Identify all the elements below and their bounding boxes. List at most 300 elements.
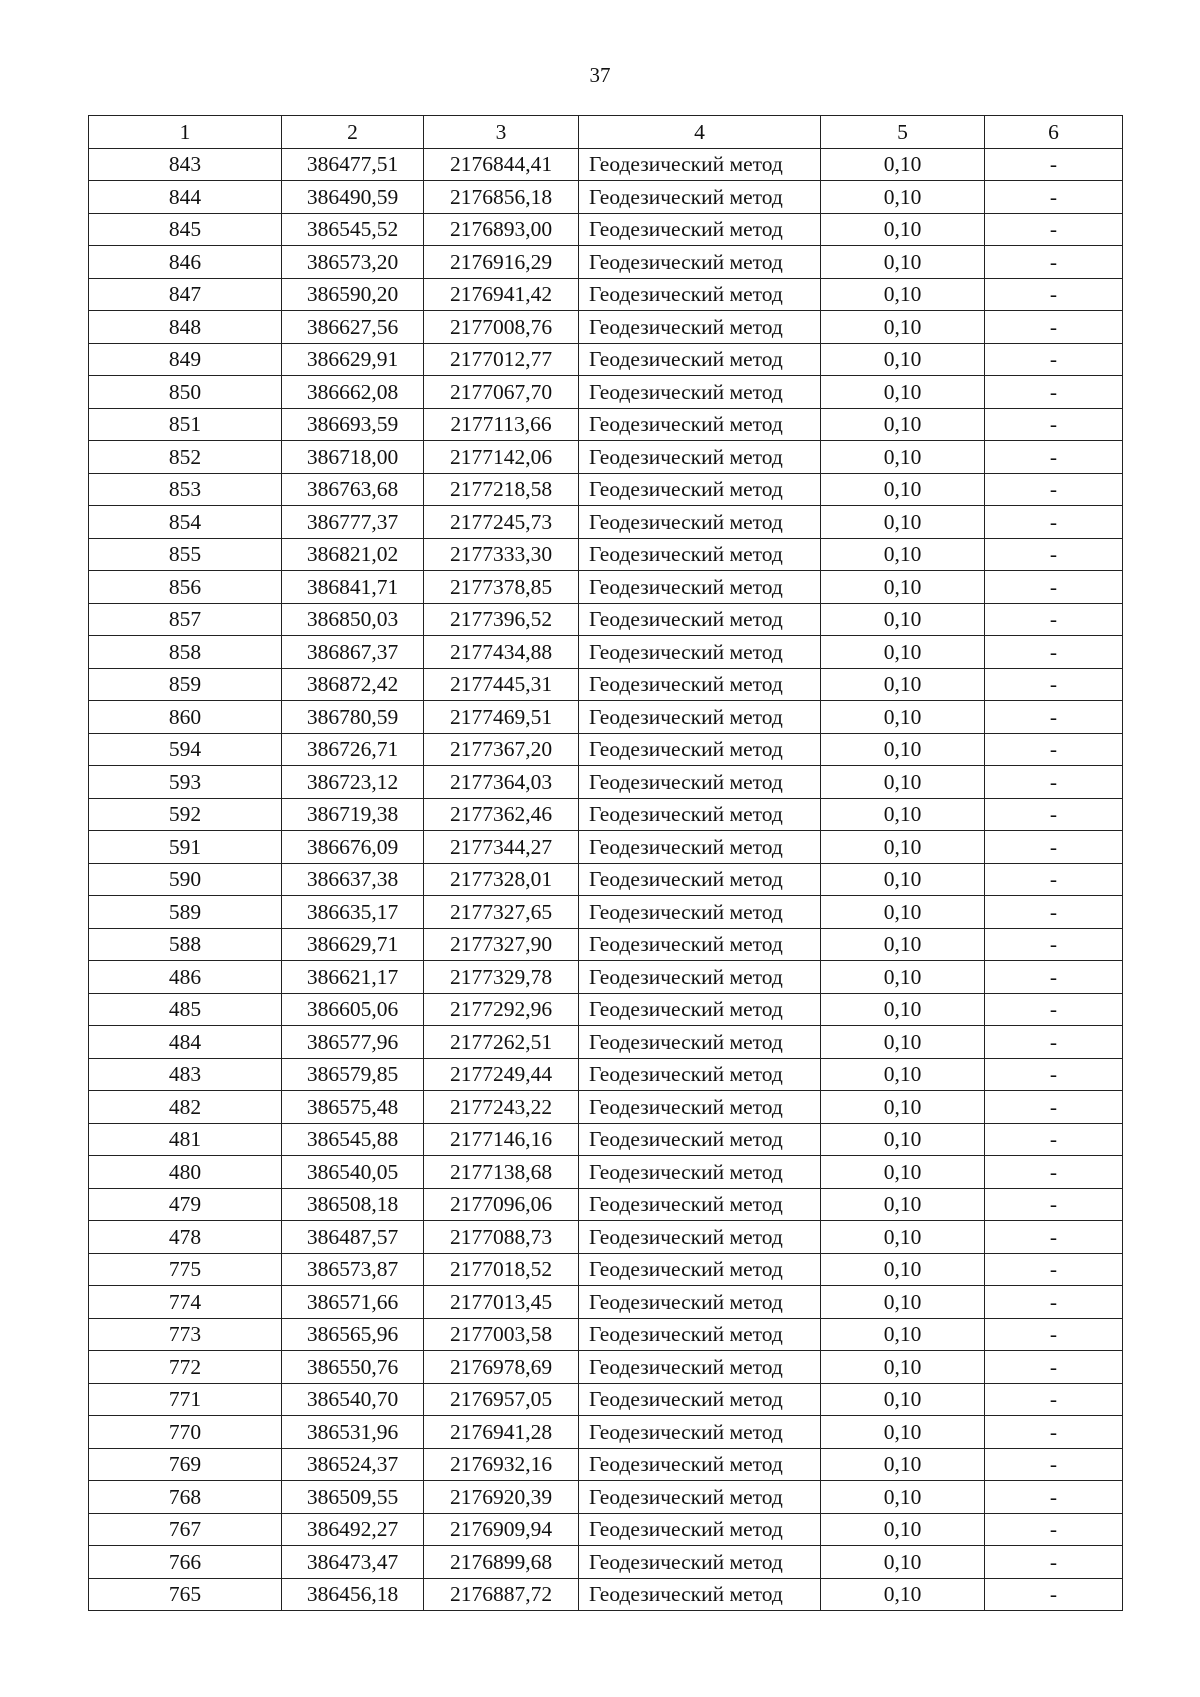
point-number-cell: 772 bbox=[89, 1351, 282, 1384]
x-coordinate-cell: 386718,00 bbox=[282, 441, 424, 474]
page-number: 37 bbox=[589, 63, 611, 87]
note-cell: - bbox=[985, 1286, 1123, 1319]
table-row bbox=[89, 928, 1123, 961]
method-cell: Геодезический метод bbox=[579, 1448, 821, 1481]
table-row bbox=[89, 961, 1123, 994]
y-coordinate-cell: 2176941,42 bbox=[424, 278, 579, 311]
table-row bbox=[89, 1383, 1123, 1416]
accuracy-cell: 0,10 bbox=[821, 766, 985, 799]
table-row bbox=[89, 896, 1123, 929]
y-coordinate-cell: 2177378,85 bbox=[424, 571, 579, 604]
table-row bbox=[89, 571, 1123, 604]
method-cell: Геодезический метод bbox=[579, 636, 821, 669]
x-coordinate-cell: 386550,76 bbox=[282, 1351, 424, 1384]
y-coordinate-cell: 2177245,73 bbox=[424, 506, 579, 539]
y-coordinate-cell: 2177012,77 bbox=[424, 343, 579, 376]
note-cell: - bbox=[985, 1091, 1123, 1124]
x-coordinate-cell: 386693,59 bbox=[282, 408, 424, 441]
method-cell: Геодезический метод bbox=[579, 798, 821, 831]
x-coordinate-cell: 386565,96 bbox=[282, 1318, 424, 1351]
accuracy-cell: 0,10 bbox=[821, 441, 985, 474]
table-row bbox=[89, 1448, 1123, 1481]
note-cell: - bbox=[985, 863, 1123, 896]
method-cell: Геодезический метод bbox=[579, 1318, 821, 1351]
x-coordinate-cell: 386872,42 bbox=[282, 668, 424, 701]
point-number-cell: 769 bbox=[89, 1448, 282, 1481]
x-coordinate-cell: 386531,96 bbox=[282, 1416, 424, 1449]
accuracy-cell: 0,10 bbox=[821, 278, 985, 311]
x-coordinate-cell: 386719,38 bbox=[282, 798, 424, 831]
y-coordinate-cell: 2177249,44 bbox=[424, 1058, 579, 1091]
point-number-cell: 850 bbox=[89, 376, 282, 409]
note-cell: - bbox=[985, 246, 1123, 279]
x-coordinate-cell: 386763,68 bbox=[282, 473, 424, 506]
accuracy-cell: 0,10 bbox=[821, 1156, 985, 1189]
y-coordinate-cell: 2176893,00 bbox=[424, 213, 579, 246]
y-coordinate-cell: 2177096,06 bbox=[424, 1188, 579, 1221]
note-cell: - bbox=[985, 1318, 1123, 1351]
note-cell: - bbox=[985, 766, 1123, 799]
y-coordinate-cell: 2176932,16 bbox=[424, 1448, 579, 1481]
point-number-cell: 857 bbox=[89, 603, 282, 636]
accuracy-cell: 0,10 bbox=[821, 928, 985, 961]
method-cell: Геодезический метод bbox=[579, 311, 821, 344]
table-row bbox=[89, 538, 1123, 571]
point-number-cell: 592 bbox=[89, 798, 282, 831]
method-cell: Геодезический метод bbox=[579, 506, 821, 539]
table-row bbox=[89, 408, 1123, 441]
method-cell: Геодезический метод bbox=[579, 1123, 821, 1156]
y-coordinate-cell: 2177344,27 bbox=[424, 831, 579, 864]
point-number-cell: 480 bbox=[89, 1156, 282, 1189]
y-coordinate-cell: 2177333,30 bbox=[424, 538, 579, 571]
accuracy-cell: 0,10 bbox=[821, 246, 985, 279]
note-cell: - bbox=[985, 668, 1123, 701]
note-cell: - bbox=[985, 798, 1123, 831]
point-number-cell: 594 bbox=[89, 733, 282, 766]
point-number-cell: 856 bbox=[89, 571, 282, 604]
point-number-cell: 846 bbox=[89, 246, 282, 279]
note-cell: - bbox=[985, 701, 1123, 734]
accuracy-cell: 0,10 bbox=[821, 733, 985, 766]
table-row bbox=[89, 1351, 1123, 1384]
table-row bbox=[89, 148, 1123, 181]
accuracy-cell: 0,10 bbox=[821, 1123, 985, 1156]
x-coordinate-cell: 386676,09 bbox=[282, 831, 424, 864]
method-cell: Геодезический метод bbox=[579, 896, 821, 929]
table-row bbox=[89, 701, 1123, 734]
accuracy-cell: 0,10 bbox=[821, 1481, 985, 1514]
point-number-cell: 589 bbox=[89, 896, 282, 929]
note-cell: - bbox=[985, 1578, 1123, 1611]
point-number-cell: 852 bbox=[89, 441, 282, 474]
accuracy-cell: 0,10 bbox=[821, 148, 985, 181]
note-cell: - bbox=[985, 1253, 1123, 1286]
y-coordinate-cell: 2176920,39 bbox=[424, 1481, 579, 1514]
point-number-cell: 845 bbox=[89, 213, 282, 246]
accuracy-cell: 0,10 bbox=[821, 1318, 985, 1351]
x-coordinate-cell: 386662,08 bbox=[282, 376, 424, 409]
y-coordinate-cell: 2177142,06 bbox=[424, 441, 579, 474]
table-row bbox=[89, 213, 1123, 246]
note-cell: - bbox=[985, 1221, 1123, 1254]
method-cell: Геодезический метод bbox=[579, 441, 821, 474]
accuracy-cell: 0,10 bbox=[821, 311, 985, 344]
y-coordinate-cell: 2176978,69 bbox=[424, 1351, 579, 1384]
point-number-cell: 848 bbox=[89, 311, 282, 344]
method-cell: Геодезический метод bbox=[579, 928, 821, 961]
point-number-cell: 766 bbox=[89, 1546, 282, 1579]
x-coordinate-cell: 386524,37 bbox=[282, 1448, 424, 1481]
table-row bbox=[89, 733, 1123, 766]
header-cell-col4: 4 bbox=[579, 116, 821, 149]
accuracy-cell: 0,10 bbox=[821, 896, 985, 929]
y-coordinate-cell: 2176941,28 bbox=[424, 1416, 579, 1449]
table-row bbox=[89, 1026, 1123, 1059]
y-coordinate-cell: 2176844,41 bbox=[424, 148, 579, 181]
table-row bbox=[89, 376, 1123, 409]
x-coordinate-cell: 386605,06 bbox=[282, 993, 424, 1026]
method-cell: Геодезический метод bbox=[579, 766, 821, 799]
note-cell: - bbox=[985, 1383, 1123, 1416]
point-number-cell: 774 bbox=[89, 1286, 282, 1319]
accuracy-cell: 0,10 bbox=[821, 1091, 985, 1124]
method-cell: Геодезический метод bbox=[579, 1351, 821, 1384]
point-number-cell: 485 bbox=[89, 993, 282, 1026]
point-number-cell: 590 bbox=[89, 863, 282, 896]
accuracy-cell: 0,10 bbox=[821, 213, 985, 246]
y-coordinate-cell: 2177067,70 bbox=[424, 376, 579, 409]
accuracy-cell: 0,10 bbox=[821, 961, 985, 994]
accuracy-cell: 0,10 bbox=[821, 863, 985, 896]
note-cell: - bbox=[985, 896, 1123, 929]
y-coordinate-cell: 2176957,05 bbox=[424, 1383, 579, 1416]
accuracy-cell: 0,10 bbox=[821, 1221, 985, 1254]
y-coordinate-cell: 2177396,52 bbox=[424, 603, 579, 636]
method-cell: Геодезический метод bbox=[579, 1513, 821, 1546]
point-number-cell: 593 bbox=[89, 766, 282, 799]
header-cell-col3: 3 bbox=[424, 116, 579, 149]
accuracy-cell: 0,10 bbox=[821, 506, 985, 539]
table-row bbox=[89, 1513, 1123, 1546]
note-cell: - bbox=[985, 1546, 1123, 1579]
x-coordinate-cell: 386577,96 bbox=[282, 1026, 424, 1059]
note-cell: - bbox=[985, 1351, 1123, 1384]
accuracy-cell: 0,10 bbox=[821, 1188, 985, 1221]
point-number-cell: 479 bbox=[89, 1188, 282, 1221]
note-cell: - bbox=[985, 603, 1123, 636]
method-cell: Геодезический метод bbox=[579, 831, 821, 864]
y-coordinate-cell: 2176916,29 bbox=[424, 246, 579, 279]
table-row bbox=[89, 278, 1123, 311]
y-coordinate-cell: 2177362,46 bbox=[424, 798, 579, 831]
y-coordinate-cell: 2177003,58 bbox=[424, 1318, 579, 1351]
point-number-cell: 767 bbox=[89, 1513, 282, 1546]
y-coordinate-cell: 2177146,16 bbox=[424, 1123, 579, 1156]
y-coordinate-cell: 2177364,03 bbox=[424, 766, 579, 799]
x-coordinate-cell: 386629,71 bbox=[282, 928, 424, 961]
note-cell: - bbox=[985, 538, 1123, 571]
point-number-cell: 770 bbox=[89, 1416, 282, 1449]
x-coordinate-cell: 386545,52 bbox=[282, 213, 424, 246]
method-cell: Геодезический метод bbox=[579, 668, 821, 701]
note-cell: - bbox=[985, 181, 1123, 214]
y-coordinate-cell: 2176899,68 bbox=[424, 1546, 579, 1579]
method-cell: Геодезический метод bbox=[579, 148, 821, 181]
x-coordinate-cell: 386621,17 bbox=[282, 961, 424, 994]
point-number-cell: 765 bbox=[89, 1578, 282, 1611]
note-cell: - bbox=[985, 148, 1123, 181]
accuracy-cell: 0,10 bbox=[821, 993, 985, 1026]
accuracy-cell: 0,10 bbox=[821, 668, 985, 701]
accuracy-cell: 0,10 bbox=[821, 636, 985, 669]
table-header bbox=[89, 116, 1123, 149]
table-row bbox=[89, 1058, 1123, 1091]
accuracy-cell: 0,10 bbox=[821, 408, 985, 441]
method-cell: Геодезический метод bbox=[579, 376, 821, 409]
table-row bbox=[89, 603, 1123, 636]
table-row bbox=[89, 1286, 1123, 1319]
method-cell: Геодезический метод bbox=[579, 1286, 821, 1319]
table-row bbox=[89, 1091, 1123, 1124]
y-coordinate-cell: 2177445,31 bbox=[424, 668, 579, 701]
accuracy-cell: 0,10 bbox=[821, 1026, 985, 1059]
method-cell: Геодезический метод bbox=[579, 1253, 821, 1286]
accuracy-cell: 0,10 bbox=[821, 1546, 985, 1579]
table-row bbox=[89, 1416, 1123, 1449]
note-cell: - bbox=[985, 571, 1123, 604]
note-cell: - bbox=[985, 506, 1123, 539]
method-cell: Геодезический метод bbox=[579, 961, 821, 994]
accuracy-cell: 0,10 bbox=[821, 603, 985, 636]
y-coordinate-cell: 2177113,66 bbox=[424, 408, 579, 441]
method-cell: Геодезический метод bbox=[579, 408, 821, 441]
y-coordinate-cell: 2177469,51 bbox=[424, 701, 579, 734]
y-coordinate-cell: 2177262,51 bbox=[424, 1026, 579, 1059]
note-cell: - bbox=[985, 1416, 1123, 1449]
method-cell: Геодезический метод bbox=[579, 1188, 821, 1221]
y-coordinate-cell: 2177008,76 bbox=[424, 311, 579, 344]
note-cell: - bbox=[985, 311, 1123, 344]
note-cell: - bbox=[985, 1026, 1123, 1059]
accuracy-cell: 0,10 bbox=[821, 1351, 985, 1384]
method-cell: Геодезический метод bbox=[579, 181, 821, 214]
table-row bbox=[89, 181, 1123, 214]
x-coordinate-cell: 386780,59 bbox=[282, 701, 424, 734]
header-row bbox=[89, 116, 1123, 149]
coordinates-table bbox=[88, 115, 1123, 1611]
x-coordinate-cell: 386777,37 bbox=[282, 506, 424, 539]
accuracy-cell: 0,10 bbox=[821, 1058, 985, 1091]
accuracy-cell: 0,10 bbox=[821, 1416, 985, 1449]
y-coordinate-cell: 2177218,58 bbox=[424, 473, 579, 506]
method-cell: Геодезический метод bbox=[579, 278, 821, 311]
x-coordinate-cell: 386540,05 bbox=[282, 1156, 424, 1189]
x-coordinate-cell: 386571,66 bbox=[282, 1286, 424, 1319]
x-coordinate-cell: 386629,91 bbox=[282, 343, 424, 376]
y-coordinate-cell: 2177367,20 bbox=[424, 733, 579, 766]
header-cell-col5: 5 bbox=[821, 116, 985, 149]
method-cell: Геодезический метод bbox=[579, 1026, 821, 1059]
note-cell: - bbox=[985, 1513, 1123, 1546]
x-coordinate-cell: 386490,59 bbox=[282, 181, 424, 214]
method-cell: Геодезический метод bbox=[579, 571, 821, 604]
table-row bbox=[89, 1188, 1123, 1221]
x-coordinate-cell: 386579,85 bbox=[282, 1058, 424, 1091]
method-cell: Геодезический метод bbox=[579, 343, 821, 376]
note-cell: - bbox=[985, 473, 1123, 506]
x-coordinate-cell: 386573,20 bbox=[282, 246, 424, 279]
x-coordinate-cell: 386573,87 bbox=[282, 1253, 424, 1286]
note-cell: - bbox=[985, 1448, 1123, 1481]
accuracy-cell: 0,10 bbox=[821, 1253, 985, 1286]
x-coordinate-cell: 386821,02 bbox=[282, 538, 424, 571]
table-row bbox=[89, 1578, 1123, 1611]
x-coordinate-cell: 386635,17 bbox=[282, 896, 424, 929]
y-coordinate-cell: 2177434,88 bbox=[424, 636, 579, 669]
point-number-cell: 859 bbox=[89, 668, 282, 701]
point-number-cell: 483 bbox=[89, 1058, 282, 1091]
y-coordinate-cell: 2176887,72 bbox=[424, 1578, 579, 1611]
note-cell: - bbox=[985, 993, 1123, 1026]
table-row bbox=[89, 636, 1123, 669]
method-cell: Геодезический метод bbox=[579, 213, 821, 246]
x-coordinate-cell: 386726,71 bbox=[282, 733, 424, 766]
point-number-cell: 847 bbox=[89, 278, 282, 311]
y-coordinate-cell: 2177329,78 bbox=[424, 961, 579, 994]
method-cell: Геодезический метод bbox=[579, 701, 821, 734]
y-coordinate-cell: 2177243,22 bbox=[424, 1091, 579, 1124]
table-body bbox=[89, 148, 1123, 1611]
table-row bbox=[89, 668, 1123, 701]
point-number-cell: 588 bbox=[89, 928, 282, 961]
point-number-cell: 486 bbox=[89, 961, 282, 994]
method-cell: Геодезический метод bbox=[579, 1383, 821, 1416]
note-cell: - bbox=[985, 1156, 1123, 1189]
method-cell: Геодезический метод bbox=[579, 1091, 821, 1124]
x-coordinate-cell: 386627,56 bbox=[282, 311, 424, 344]
table-row bbox=[89, 343, 1123, 376]
note-cell: - bbox=[985, 1481, 1123, 1514]
method-cell: Геодезический метод bbox=[579, 993, 821, 1026]
method-cell: Геодезический метод bbox=[579, 1481, 821, 1514]
x-coordinate-cell: 386487,57 bbox=[282, 1221, 424, 1254]
y-coordinate-cell: 2177013,45 bbox=[424, 1286, 579, 1319]
accuracy-cell: 0,10 bbox=[821, 538, 985, 571]
table-row bbox=[89, 1253, 1123, 1286]
x-coordinate-cell: 386850,03 bbox=[282, 603, 424, 636]
point-number-cell: 775 bbox=[89, 1253, 282, 1286]
table-row bbox=[89, 1546, 1123, 1579]
point-number-cell: 591 bbox=[89, 831, 282, 864]
table-row bbox=[89, 798, 1123, 831]
point-number-cell: 773 bbox=[89, 1318, 282, 1351]
x-coordinate-cell: 386509,55 bbox=[282, 1481, 424, 1514]
y-coordinate-cell: 2177292,96 bbox=[424, 993, 579, 1026]
x-coordinate-cell: 386477,51 bbox=[282, 148, 424, 181]
note-cell: - bbox=[985, 1123, 1123, 1156]
y-coordinate-cell: 2177327,65 bbox=[424, 896, 579, 929]
y-coordinate-cell: 2177018,52 bbox=[424, 1253, 579, 1286]
accuracy-cell: 0,10 bbox=[821, 831, 985, 864]
table-row bbox=[89, 993, 1123, 1026]
x-coordinate-cell: 386590,20 bbox=[282, 278, 424, 311]
accuracy-cell: 0,10 bbox=[821, 473, 985, 506]
table-row bbox=[89, 506, 1123, 539]
point-number-cell: 484 bbox=[89, 1026, 282, 1059]
table-row bbox=[89, 311, 1123, 344]
point-number-cell: 844 bbox=[89, 181, 282, 214]
note-cell: - bbox=[985, 408, 1123, 441]
accuracy-cell: 0,10 bbox=[821, 798, 985, 831]
header-cell-col6: 6 bbox=[985, 116, 1123, 149]
point-number-cell: 855 bbox=[89, 538, 282, 571]
x-coordinate-cell: 386545,88 bbox=[282, 1123, 424, 1156]
point-number-cell: 482 bbox=[89, 1091, 282, 1124]
method-cell: Геодезический метод bbox=[579, 1221, 821, 1254]
method-cell: Геодезический метод bbox=[579, 538, 821, 571]
x-coordinate-cell: 386456,18 bbox=[282, 1578, 424, 1611]
x-coordinate-cell: 386637,38 bbox=[282, 863, 424, 896]
accuracy-cell: 0,10 bbox=[821, 1448, 985, 1481]
method-cell: Геодезический метод bbox=[579, 1546, 821, 1579]
point-number-cell: 768 bbox=[89, 1481, 282, 1514]
table-row bbox=[89, 246, 1123, 279]
point-number-cell: 854 bbox=[89, 506, 282, 539]
note-cell: - bbox=[985, 928, 1123, 961]
table-row bbox=[89, 1123, 1123, 1156]
y-coordinate-cell: 2176856,18 bbox=[424, 181, 579, 214]
table-row bbox=[89, 1481, 1123, 1514]
point-number-cell: 851 bbox=[89, 408, 282, 441]
table-row bbox=[89, 1221, 1123, 1254]
accuracy-cell: 0,10 bbox=[821, 701, 985, 734]
point-number-cell: 853 bbox=[89, 473, 282, 506]
point-number-cell: 860 bbox=[89, 701, 282, 734]
note-cell: - bbox=[985, 1058, 1123, 1091]
note-cell: - bbox=[985, 213, 1123, 246]
table-row bbox=[89, 831, 1123, 864]
accuracy-cell: 0,10 bbox=[821, 343, 985, 376]
table-row bbox=[89, 863, 1123, 896]
method-cell: Геодезический метод bbox=[579, 733, 821, 766]
header-cell-col2: 2 bbox=[282, 116, 424, 149]
x-coordinate-cell: 386492,27 bbox=[282, 1513, 424, 1546]
accuracy-cell: 0,10 bbox=[821, 181, 985, 214]
x-coordinate-cell: 386723,12 bbox=[282, 766, 424, 799]
table-row bbox=[89, 441, 1123, 474]
method-cell: Геодезический метод bbox=[579, 1416, 821, 1449]
x-coordinate-cell: 386867,37 bbox=[282, 636, 424, 669]
y-coordinate-cell: 2176909,94 bbox=[424, 1513, 579, 1546]
accuracy-cell: 0,10 bbox=[821, 376, 985, 409]
note-cell: - bbox=[985, 1188, 1123, 1221]
accuracy-cell: 0,10 bbox=[821, 1578, 985, 1611]
x-coordinate-cell: 386575,48 bbox=[282, 1091, 424, 1124]
x-coordinate-cell: 386508,18 bbox=[282, 1188, 424, 1221]
point-number-cell: 849 bbox=[89, 343, 282, 376]
method-cell: Геодезический метод bbox=[579, 1578, 821, 1611]
point-number-cell: 858 bbox=[89, 636, 282, 669]
method-cell: Геодезический метод bbox=[579, 603, 821, 636]
note-cell: - bbox=[985, 733, 1123, 766]
point-number-cell: 843 bbox=[89, 148, 282, 181]
note-cell: - bbox=[985, 441, 1123, 474]
note-cell: - bbox=[985, 636, 1123, 669]
method-cell: Геодезический метод bbox=[579, 1058, 821, 1091]
table-row bbox=[89, 1156, 1123, 1189]
y-coordinate-cell: 2177328,01 bbox=[424, 863, 579, 896]
